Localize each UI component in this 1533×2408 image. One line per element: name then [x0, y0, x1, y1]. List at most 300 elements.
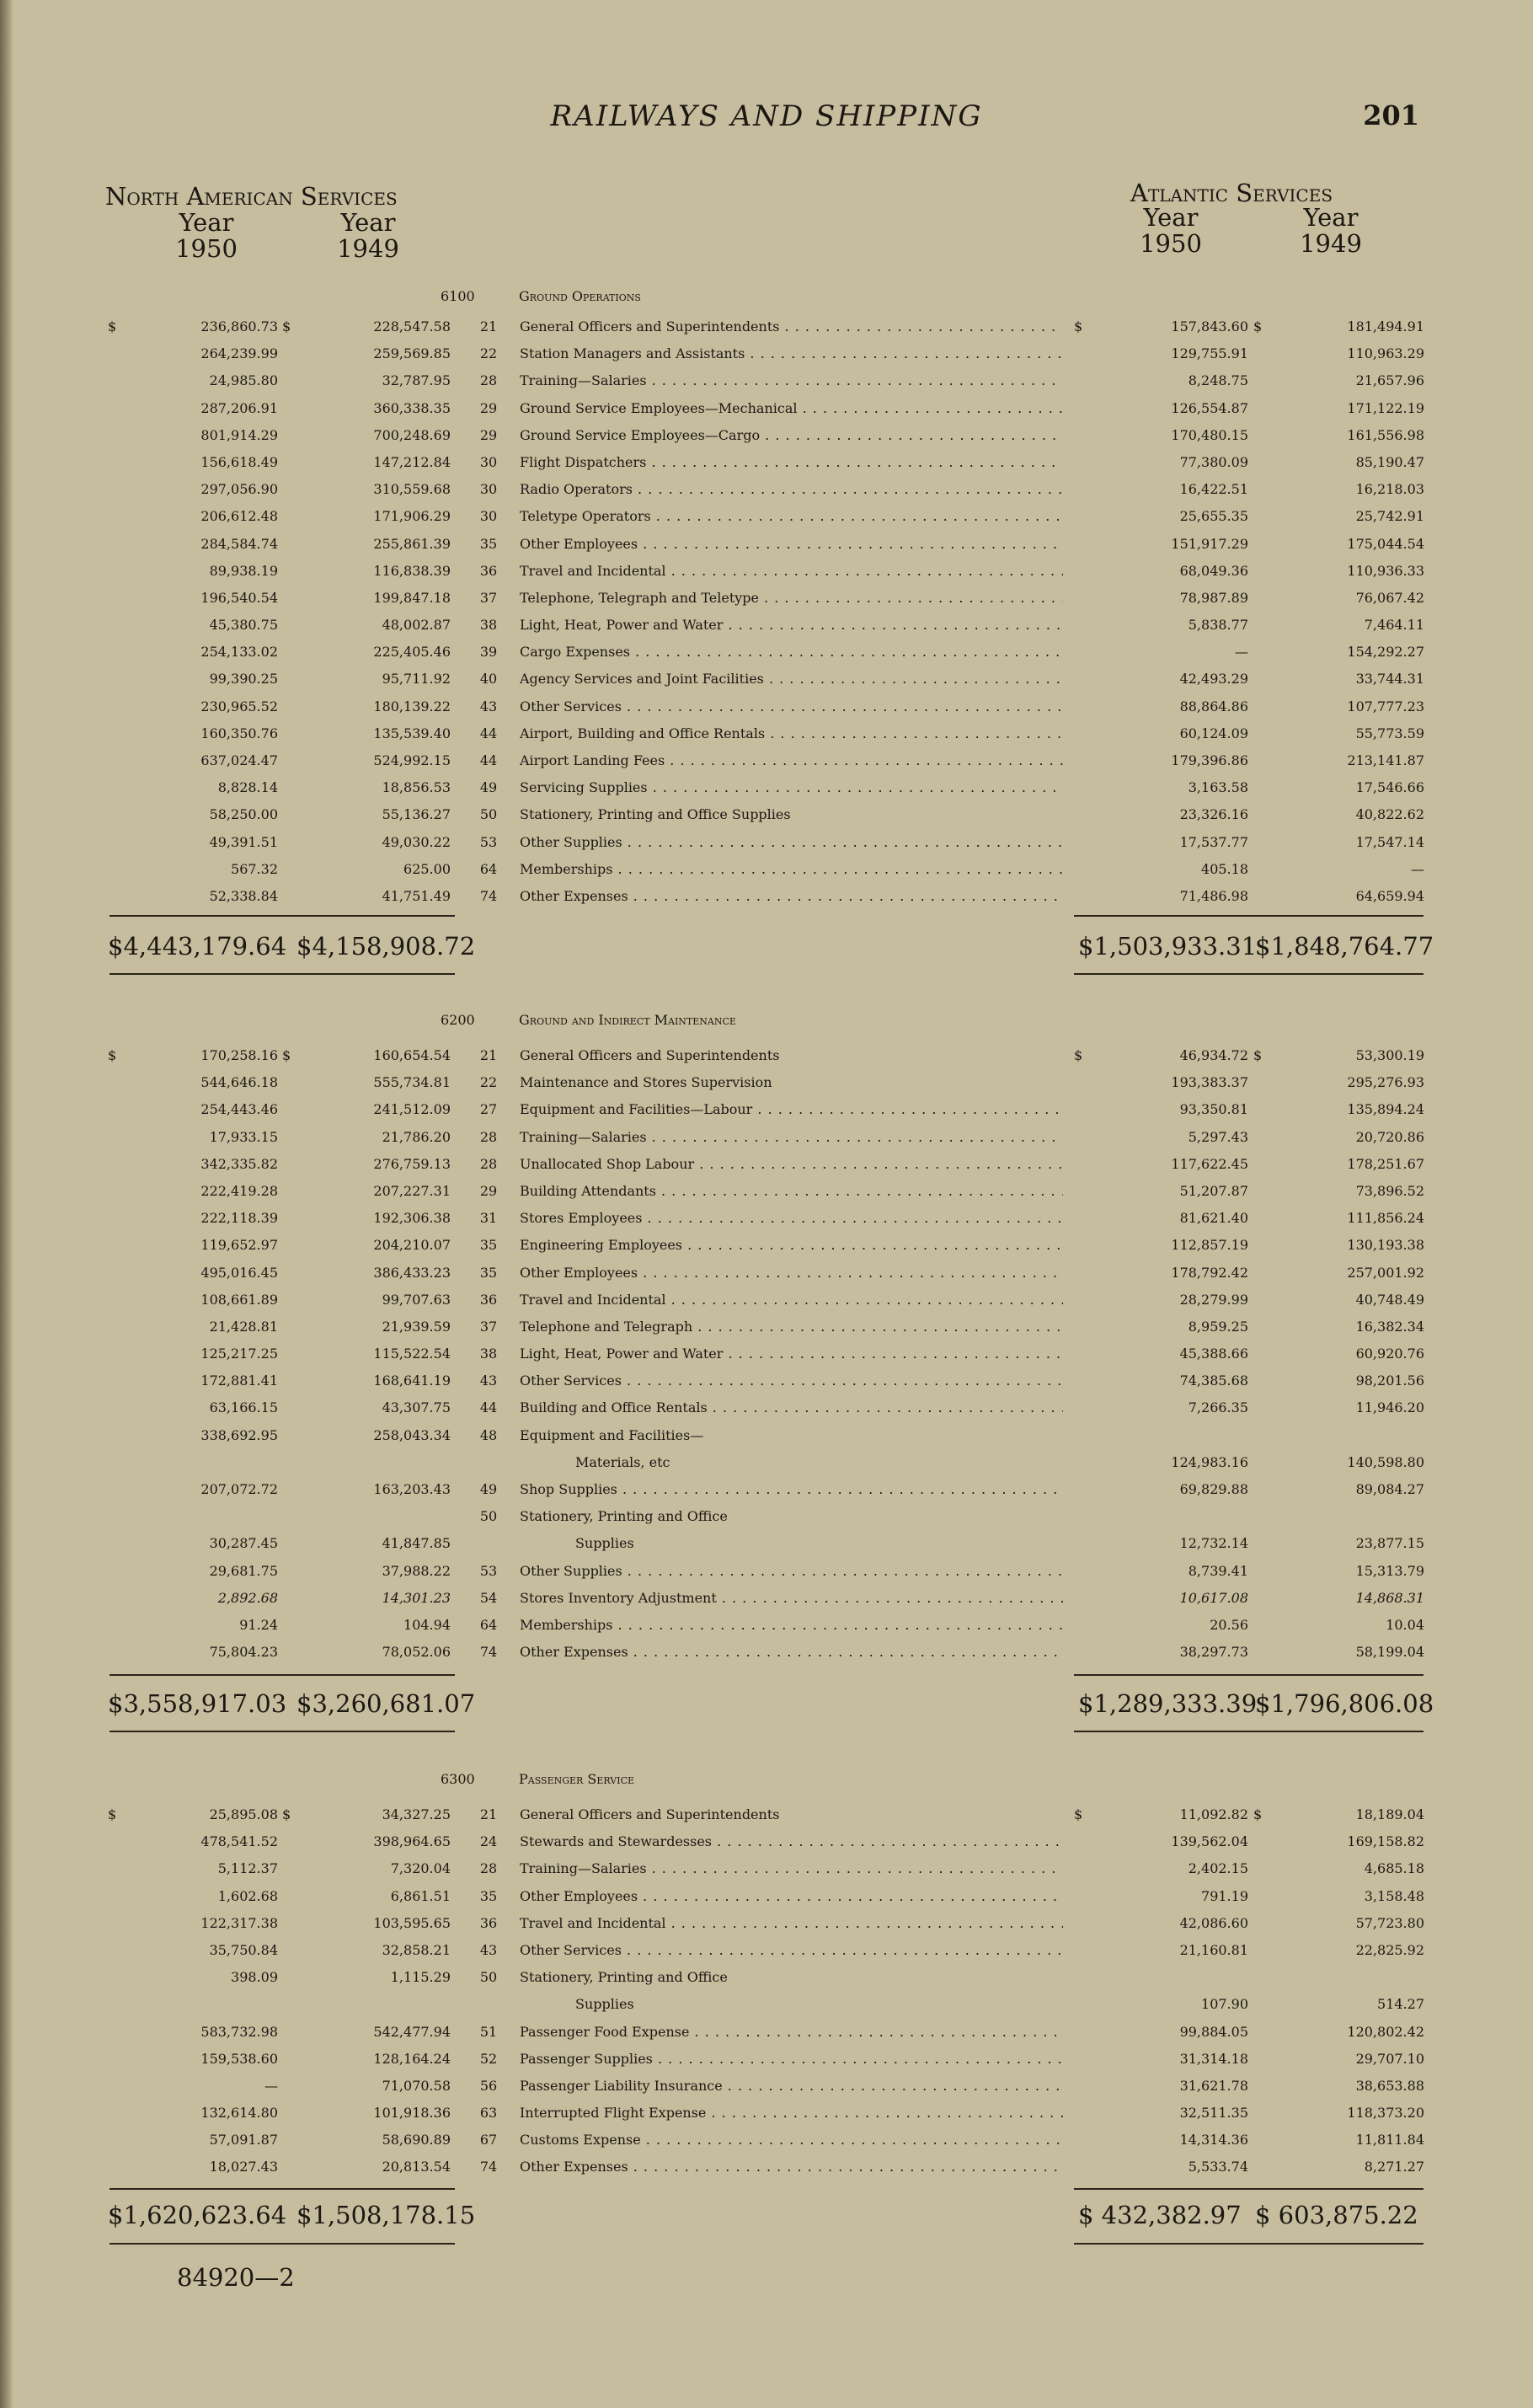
table-row — [0, 340, 1533, 367]
account-description: Agency Services and Joint Facilities . . . — [520, 666, 1063, 693]
table-row — [0, 503, 1533, 530]
account-description: Other Employees . . . — [520, 1260, 1063, 1287]
atlantic-1950-value: 193,383.37 — [1171, 1074, 1248, 1091]
table-row — [0, 666, 1533, 693]
table-row — [0, 693, 1533, 720]
na-1949-value: 116,838.39 — [373, 562, 451, 579]
na-1949-value: 1,115.29 — [390, 1969, 451, 1986]
account-description: Telephone, Telegraph and Teletype . . . — [520, 585, 1063, 612]
account-description: General Officers and Superintendents — [520, 1047, 780, 1063]
na-1950-value: 222,118.39 — [200, 1210, 278, 1227]
account-code: 38 — [479, 1346, 498, 1362]
account-description: Memberships . . . — [520, 856, 1063, 883]
na-1949-value: 147,212.84 — [373, 453, 451, 470]
atlantic-1950-value: 21,160.81 — [1179, 1941, 1248, 1958]
na-1950-value: 35,750.84 — [209, 1941, 278, 1958]
na-1950-value: 99,390.25 — [209, 671, 278, 688]
section-code: 6200 — [441, 1012, 475, 1028]
na-1950-total: $1,620,623.64 — [108, 2201, 287, 2229]
na-1950-value: 24,985.80 — [209, 372, 278, 389]
total-rule — [295, 973, 455, 975]
na-1949-value: 20,813.54 — [382, 2159, 451, 2175]
na-1950-value: 89,938.19 — [209, 562, 278, 579]
account-description: Teletype Operators . . . — [520, 503, 1063, 530]
table-row — [0, 829, 1533, 856]
table-row — [0, 1422, 1533, 1476]
description-line-2: Supplies — [575, 1996, 634, 2013]
table-row — [0, 1287, 1533, 1314]
section-rows — [0, 313, 1533, 910]
table-row — [0, 476, 1533, 503]
account-code: 64 — [479, 860, 498, 877]
atlantic-1950-value: 20.56 — [1210, 1616, 1248, 1633]
year-value: 1950 — [1140, 229, 1202, 258]
na-1950-value: 284,584.74 — [200, 535, 278, 552]
account-code: 50 — [479, 1508, 498, 1525]
na-1950-value: 206,612.48 — [200, 508, 278, 525]
account-description: Passenger Supplies . . . — [520, 2046, 1063, 2073]
na-1950-value: 222,419.28 — [200, 1182, 278, 1199]
na-1949-total: $1,508,178.15 — [296, 2201, 476, 2229]
account-description: Passenger Liability Insurance . . . — [520, 2073, 1063, 2100]
atlantic-1950-total: $1,503,933.31 — [1078, 932, 1258, 961]
currency-sign: $ — [1074, 318, 1083, 334]
table-row — [0, 1151, 1533, 1178]
currency-sign: $ — [108, 318, 117, 334]
table-row — [0, 801, 1533, 828]
atlantic-1949-value: 23,877.15 — [1355, 1535, 1424, 1552]
year-heading-at-1950 — [1120, 205, 1221, 257]
account-description: Light, Heat, Power and Water . . . — [520, 1340, 1063, 1367]
table-row — [0, 1314, 1533, 1340]
na-1949-value: 255,861.39 — [373, 535, 451, 552]
total-rule — [1074, 1674, 1255, 1676]
account-description: Other Services . . . — [520, 1367, 1063, 1394]
section-rows — [0, 1042, 1533, 1666]
na-1949-value: 542,477.94 — [373, 2023, 451, 2040]
table-row — [0, 395, 1533, 422]
atlantic-1950-value: 3,163.58 — [1188, 779, 1248, 796]
account-description: Airport, Building and Office Rentals . . . — [520, 720, 1063, 747]
atlantic-1950-value: 23,326.16 — [1179, 806, 1248, 823]
atlantic-1950-value: 99,884.05 — [1179, 2023, 1248, 2040]
account-code: 38 — [479, 617, 498, 634]
account-code: 44 — [479, 1399, 498, 1416]
atlantic-1949-value: 17,546.66 — [1355, 779, 1424, 796]
na-1950-value: 52,338.84 — [209, 887, 278, 904]
atlantic-1950-value: 8,959.25 — [1188, 1318, 1248, 1335]
total-rule — [1255, 1731, 1424, 1732]
atlantic-1949-value: 161,556.98 — [1347, 426, 1424, 443]
atlantic-1949-value: 3,158.48 — [1364, 1887, 1424, 1904]
atlantic-1949-value: 110,936.33 — [1347, 562, 1424, 579]
atlantic-1950-value: 42,086.60 — [1179, 1914, 1248, 1931]
total-rule — [295, 1731, 455, 1732]
description-line-1: Stationery, Printing and Office — [520, 1969, 728, 1986]
table-row — [0, 1964, 1533, 2018]
atlantic-1949-value: 17,547.14 — [1355, 833, 1424, 850]
account-code: 36 — [479, 1291, 498, 1308]
account-code: 67 — [479, 2132, 498, 2148]
na-1949-value: 398,964.65 — [373, 1833, 451, 1850]
currency-sign: $ — [282, 318, 291, 334]
na-1949-value: 49,030.22 — [382, 833, 451, 850]
total-rule — [1074, 2243, 1255, 2245]
table-row — [0, 2019, 1533, 2046]
year-value: 1949 — [337, 234, 399, 263]
account-code: 44 — [479, 752, 498, 768]
year-label: Year — [179, 208, 234, 237]
na-1950-total: $3,558,917.03 — [108, 1689, 287, 1718]
account-description: Travel and Incidental . . . — [520, 1910, 1063, 1937]
na-1949-value: 625.00 — [403, 860, 451, 877]
table-row — [0, 1855, 1533, 1882]
account-description: Airport Landing Fees . . . — [520, 747, 1063, 774]
year-label: Year — [1143, 203, 1199, 232]
currency-sign: $ — [1253, 1047, 1263, 1063]
account-description: Ground Service Employees—Cargo . . . — [520, 422, 1063, 449]
account-code: 28 — [479, 372, 498, 389]
atlantic-1950-total: $1,289,333.39 — [1078, 1689, 1258, 1718]
table-row — [0, 612, 1533, 639]
atlantic-1950-value: 139,562.04 — [1171, 1833, 1248, 1850]
table-row — [0, 1558, 1533, 1585]
atlantic-1950-value: 129,755.91 — [1171, 345, 1248, 362]
atlantic-1950-value: 81,621.40 — [1179, 1210, 1248, 1227]
table-row — [0, 1801, 1533, 1828]
atlantic-1949-value: 40,748.49 — [1355, 1291, 1424, 1308]
na-1950-value: 63,166.15 — [209, 1399, 278, 1416]
currency-sign: $ — [1074, 1806, 1083, 1822]
account-code: 30 — [479, 453, 498, 470]
na-1950-value: 108,661.89 — [200, 1291, 278, 1308]
account-code: 28 — [479, 1860, 498, 1877]
na-1949-value: 32,858.21 — [382, 1941, 451, 1958]
account-code: 63 — [479, 2105, 498, 2122]
account-code: 21 — [479, 1047, 498, 1063]
account-description: Light, Heat, Power and Water . . . — [520, 612, 1063, 639]
description-line-1: Equipment and Facilities— — [520, 1426, 704, 1443]
na-1950-value: 75,804.23 — [209, 1644, 278, 1661]
account-code: 53 — [479, 833, 498, 850]
table-row — [0, 883, 1533, 910]
na-1950-value: 18,027.43 — [209, 2159, 278, 2175]
table-row — [0, 1260, 1533, 1287]
atlantic-1949-value: 11,946.20 — [1355, 1399, 1424, 1416]
account-description: Equipment and Facilities—Labour . . . — [520, 1096, 1063, 1123]
account-description: Interrupted Flight Expense . . . — [520, 2100, 1063, 2127]
na-1950-value: 25,895.08 — [209, 1806, 278, 1822]
account-description: Flight Dispatchers . . . — [520, 449, 1063, 476]
na-1950-value: 230,965.52 — [200, 698, 278, 714]
account-description: Other Services . . . — [520, 693, 1063, 720]
table-row — [0, 1639, 1533, 1666]
atlantic-1950-value: 31,314.18 — [1179, 2050, 1248, 2067]
atlantic-1949-value: 181,494.91 — [1347, 318, 1424, 334]
table-row — [0, 1042, 1533, 1069]
total-rule — [1074, 973, 1255, 975]
currency-sign: $ — [108, 1047, 117, 1063]
na-1950-value: 544,646.18 — [200, 1074, 278, 1091]
account-code: 35 — [479, 1237, 498, 1254]
na-1950-value: 254,443.46 — [200, 1101, 278, 1118]
atlantic-1949-value: 295,276.93 — [1347, 1074, 1424, 1091]
table-row — [0, 1232, 1533, 1259]
total-rule — [1255, 2188, 1424, 2190]
atlantic-1949-value: 57,723.80 — [1355, 1914, 1424, 1931]
table-row — [0, 1205, 1533, 1232]
atlantic-1950-value: 42,493.29 — [1179, 671, 1248, 688]
atlantic-1950-value: 124,983.16 — [1171, 1453, 1248, 1470]
na-1949-value: 700,248.69 — [373, 426, 451, 443]
atlantic-1950-value: 179,396.86 — [1171, 752, 1248, 768]
na-1950-value: 29,681.75 — [209, 1562, 278, 1579]
atlantic-1949-value: 169,158.82 — [1347, 1833, 1424, 1850]
atlantic-1950-value: 78,987.89 — [1179, 589, 1248, 606]
currency-sign: $ — [108, 1806, 117, 1822]
atlantic-1949-value: 14,868.31 — [1355, 1589, 1424, 1606]
table-row — [0, 1503, 1533, 1557]
na-1950-value: 17,933.15 — [209, 1128, 278, 1145]
atlantic-1950-value: 88,864.86 — [1179, 698, 1248, 714]
atlantic-1950-value: 2,402.15 — [1188, 1860, 1248, 1877]
na-1949-value: 71,070.58 — [382, 2077, 451, 2094]
account-code: 36 — [479, 1914, 498, 1931]
atlantic-1949-value: 55,773.59 — [1355, 725, 1424, 741]
atlantic-1949-value: 98,201.56 — [1355, 1373, 1424, 1389]
account-code: 74 — [479, 2159, 498, 2175]
section-name: Ground Operations — [519, 288, 641, 304]
atlantic-1949-value: 130,193.38 — [1347, 1237, 1424, 1254]
column-headings — [0, 179, 1533, 266]
na-1950-value: — — [264, 2077, 278, 2094]
atlantic-1950-value: 117,622.45 — [1171, 1155, 1248, 1172]
atlantic-1950-value: 5,533.74 — [1188, 2159, 1248, 2175]
na-1949-value: 168,641.19 — [373, 1373, 451, 1389]
table-row — [0, 2100, 1533, 2127]
account-description: Training—Salaries . . . — [520, 1855, 1063, 1882]
na-1950-value: 2,892.68 — [217, 1589, 278, 1606]
account-code: 74 — [479, 887, 498, 904]
na-1950-value: 567.32 — [231, 860, 278, 877]
account-description: Building Attendants . . . — [520, 1178, 1063, 1205]
na-1949-value: 32,787.95 — [382, 372, 451, 389]
atlantic-1949-value: 89,084.27 — [1355, 1481, 1424, 1498]
atlantic-1950-value: 170,480.15 — [1171, 426, 1248, 443]
table-row — [0, 531, 1533, 558]
na-1950-value: 495,016.45 — [200, 1264, 278, 1281]
atlantic-1949-value: 60,920.76 — [1355, 1346, 1424, 1362]
atlantic-1949-total: $ 603,875.22 — [1255, 2201, 1418, 2229]
na-1950-value: 58,250.00 — [209, 806, 278, 823]
na-1949-value: 78,052.06 — [382, 1644, 451, 1661]
table-row — [0, 1394, 1533, 1421]
account-code: 35 — [479, 1887, 498, 1904]
account-code: 49 — [479, 779, 498, 796]
atlantic-1949-total: $1,796,806.08 — [1255, 1689, 1434, 1718]
na-1949-value: 55,136.27 — [382, 806, 451, 823]
account-code: 31 — [479, 1210, 498, 1227]
account-code: 48 — [479, 1426, 498, 1443]
account-description: Other Supplies . . . — [520, 1558, 1063, 1585]
table-row — [0, 774, 1533, 801]
na-1949-value: 6,861.51 — [390, 1887, 451, 1904]
total-rule — [1074, 2188, 1255, 2190]
na-1949-value: 160,654.54 — [373, 1047, 451, 1063]
year-value: 1949 — [1300, 229, 1362, 258]
atlantic-1950-value: — — [1235, 644, 1248, 661]
table-row — [0, 1178, 1533, 1205]
description-line-1: Stationery, Printing and Office — [520, 1508, 728, 1525]
atlantic-1950-value: 107.90 — [1201, 1996, 1248, 2013]
account-description: Memberships . . . — [520, 1612, 1063, 1639]
na-1949-value: 103,595.65 — [373, 1914, 451, 1931]
na-1949-value: 207,227.31 — [373, 1182, 451, 1199]
account-code: 49 — [479, 1481, 498, 1498]
account-description: Cargo Expenses . . . — [520, 639, 1063, 666]
table-row — [0, 449, 1533, 476]
account-code: 54 — [479, 1589, 498, 1606]
na-1949-total: $4,158,908.72 — [296, 932, 476, 961]
na-1950-value: 264,239.99 — [200, 345, 278, 362]
account-code: 56 — [479, 2077, 498, 2094]
year-label: Year — [340, 208, 396, 237]
atlantic-1949-value: 135,894.24 — [1347, 1101, 1424, 1118]
atlantic-1950-value: 32,511.35 — [1179, 2105, 1248, 2122]
year-heading-na-1949 — [318, 210, 419, 262]
table-row — [0, 1069, 1533, 1096]
atlantic-1949-value: 22,825.92 — [1355, 1941, 1424, 1958]
account-code: 37 — [479, 589, 498, 606]
account-description: Building and Office Rentals . . . — [520, 1394, 1063, 1421]
na-1950-value: 156,618.49 — [200, 453, 278, 470]
account-description: Station Managers and Assistants . . . — [520, 340, 1063, 367]
atlantic-1949-value: 85,190.47 — [1355, 453, 1424, 470]
atlantic-1949-value: 4,685.18 — [1364, 1860, 1424, 1877]
printer-signature: 84920—2 — [177, 2263, 295, 2292]
account-code: 30 — [479, 481, 498, 498]
na-1950-value: 207,072.72 — [200, 1481, 278, 1498]
na-1950-total: $4,443,179.64 — [108, 932, 287, 961]
na-1949-value: 241,512.09 — [373, 1101, 451, 1118]
atlantic-1950-value: 77,380.09 — [1179, 453, 1248, 470]
na-1950-value: 637,024.47 — [200, 752, 278, 768]
na-1950-value: 91.24 — [239, 1616, 278, 1633]
na-1950-value: 30,287.45 — [209, 1535, 278, 1552]
account-code: 35 — [479, 535, 498, 552]
table-row — [0, 1476, 1533, 1503]
atlantic-1949-value: — — [1411, 860, 1424, 877]
currency-sign: $ — [282, 1806, 291, 1822]
atlantic-1950-value: 60,124.09 — [1179, 725, 1248, 741]
total-rule — [1255, 915, 1424, 917]
account-description: Other Employees . . . — [520, 1883, 1063, 1910]
table-row — [0, 367, 1533, 394]
account-code: 64 — [479, 1616, 498, 1633]
account-description: Training—Salaries . . . — [520, 367, 1063, 394]
account-code: 50 — [479, 806, 498, 823]
na-1949-value: 310,559.68 — [373, 481, 451, 498]
na-1950-value: 196,540.54 — [200, 589, 278, 606]
section-title — [0, 1007, 1533, 1034]
na-1949-value: 21,786.20 — [382, 1128, 451, 1145]
atlantic-1949-value: 140,598.80 — [1347, 1453, 1424, 1470]
atlantic-1949-value: 76,067.42 — [1355, 589, 1424, 606]
account-code: 53 — [479, 1562, 498, 1579]
atlantic-1950-value: 791.19 — [1201, 1887, 1248, 1904]
year-label: Year — [1303, 203, 1359, 232]
na-1949-value: 7,320.04 — [390, 1860, 451, 1877]
atlantic-1950-value: 8,739.41 — [1188, 1562, 1248, 1579]
atlantic-1949-value: 10.04 — [1386, 1616, 1424, 1633]
table-row — [0, 1883, 1533, 1910]
na-1949-value: 14,301.23 — [382, 1589, 451, 1606]
currency-sign: $ — [1253, 318, 1263, 334]
na-1950-value: 287,206.91 — [200, 399, 278, 416]
na-1949-value: 95,711.92 — [382, 671, 451, 688]
na-1949-value: 135,539.40 — [373, 725, 451, 741]
na-1949-value: 259,569.85 — [373, 345, 451, 362]
total-rule — [110, 1731, 295, 1732]
na-1950-value: 478,541.52 — [200, 1833, 278, 1850]
na-1950-value: 119,652.97 — [200, 1237, 278, 1254]
atlantic-1949-value: 11,811.84 — [1355, 2132, 1424, 2148]
table-row — [0, 1367, 1533, 1394]
account-code: 52 — [479, 2050, 498, 2067]
account-code: 51 — [479, 2023, 498, 2040]
account-code: 44 — [479, 725, 498, 741]
na-1949-value: 34,327.25 — [382, 1806, 451, 1822]
table-row — [0, 1828, 1533, 1855]
account-description: Other Services . . . — [520, 1937, 1063, 1964]
atlantic-1950-value: 74,385.68 — [1179, 1373, 1248, 1389]
account-description — [520, 1964, 1063, 2018]
na-1950-value: 132,614.80 — [200, 2105, 278, 2122]
table-row — [0, 1340, 1533, 1367]
na-1949-value: 48,002.87 — [382, 617, 451, 634]
year-value: 1950 — [175, 234, 238, 263]
currency-sign: $ — [1253, 1806, 1263, 1822]
account-description: Customs Expense . . . — [520, 2127, 1063, 2154]
na-1949-value: 41,847.85 — [382, 1535, 451, 1552]
section-name: Ground and Indirect Maintenance — [519, 1012, 736, 1028]
atlantic-1949-value: 175,044.54 — [1347, 535, 1424, 552]
na-1949-value: 37,988.22 — [382, 1562, 451, 1579]
na-1950-value: 801,914.29 — [200, 426, 278, 443]
total-rule — [295, 2188, 455, 2190]
na-1950-value: 172,881.41 — [200, 1373, 278, 1389]
account-code: 43 — [479, 698, 498, 714]
na-1949-total: $3,260,681.07 — [296, 1689, 476, 1718]
account-code: 37 — [479, 1318, 498, 1335]
na-1949-value: 115,522.54 — [373, 1346, 451, 1362]
account-code: 21 — [479, 1806, 498, 1822]
atlantic-1950-value: 5,838.77 — [1188, 617, 1248, 634]
account-code: 28 — [479, 1155, 498, 1172]
account-code: 27 — [479, 1101, 498, 1118]
atlantic-1949-value: 25,742.91 — [1355, 508, 1424, 525]
atlantic-1950-value: 38,297.73 — [1179, 1644, 1248, 1661]
currency-sign: $ — [1074, 1047, 1083, 1063]
atlantic-1949-value: 110,963.29 — [1347, 345, 1424, 362]
atlantic-1949-value: 29,707.10 — [1355, 2050, 1424, 2067]
running-title: RAILWAYS AND SHIPPING — [550, 99, 983, 133]
table-row — [0, 747, 1533, 774]
na-1949-value: 225,405.46 — [373, 644, 451, 661]
atlantic-1950-value: 126,554.87 — [1171, 399, 1248, 416]
atlantic-1949-value: 171,122.19 — [1347, 399, 1424, 416]
section-title — [0, 1766, 1533, 1793]
